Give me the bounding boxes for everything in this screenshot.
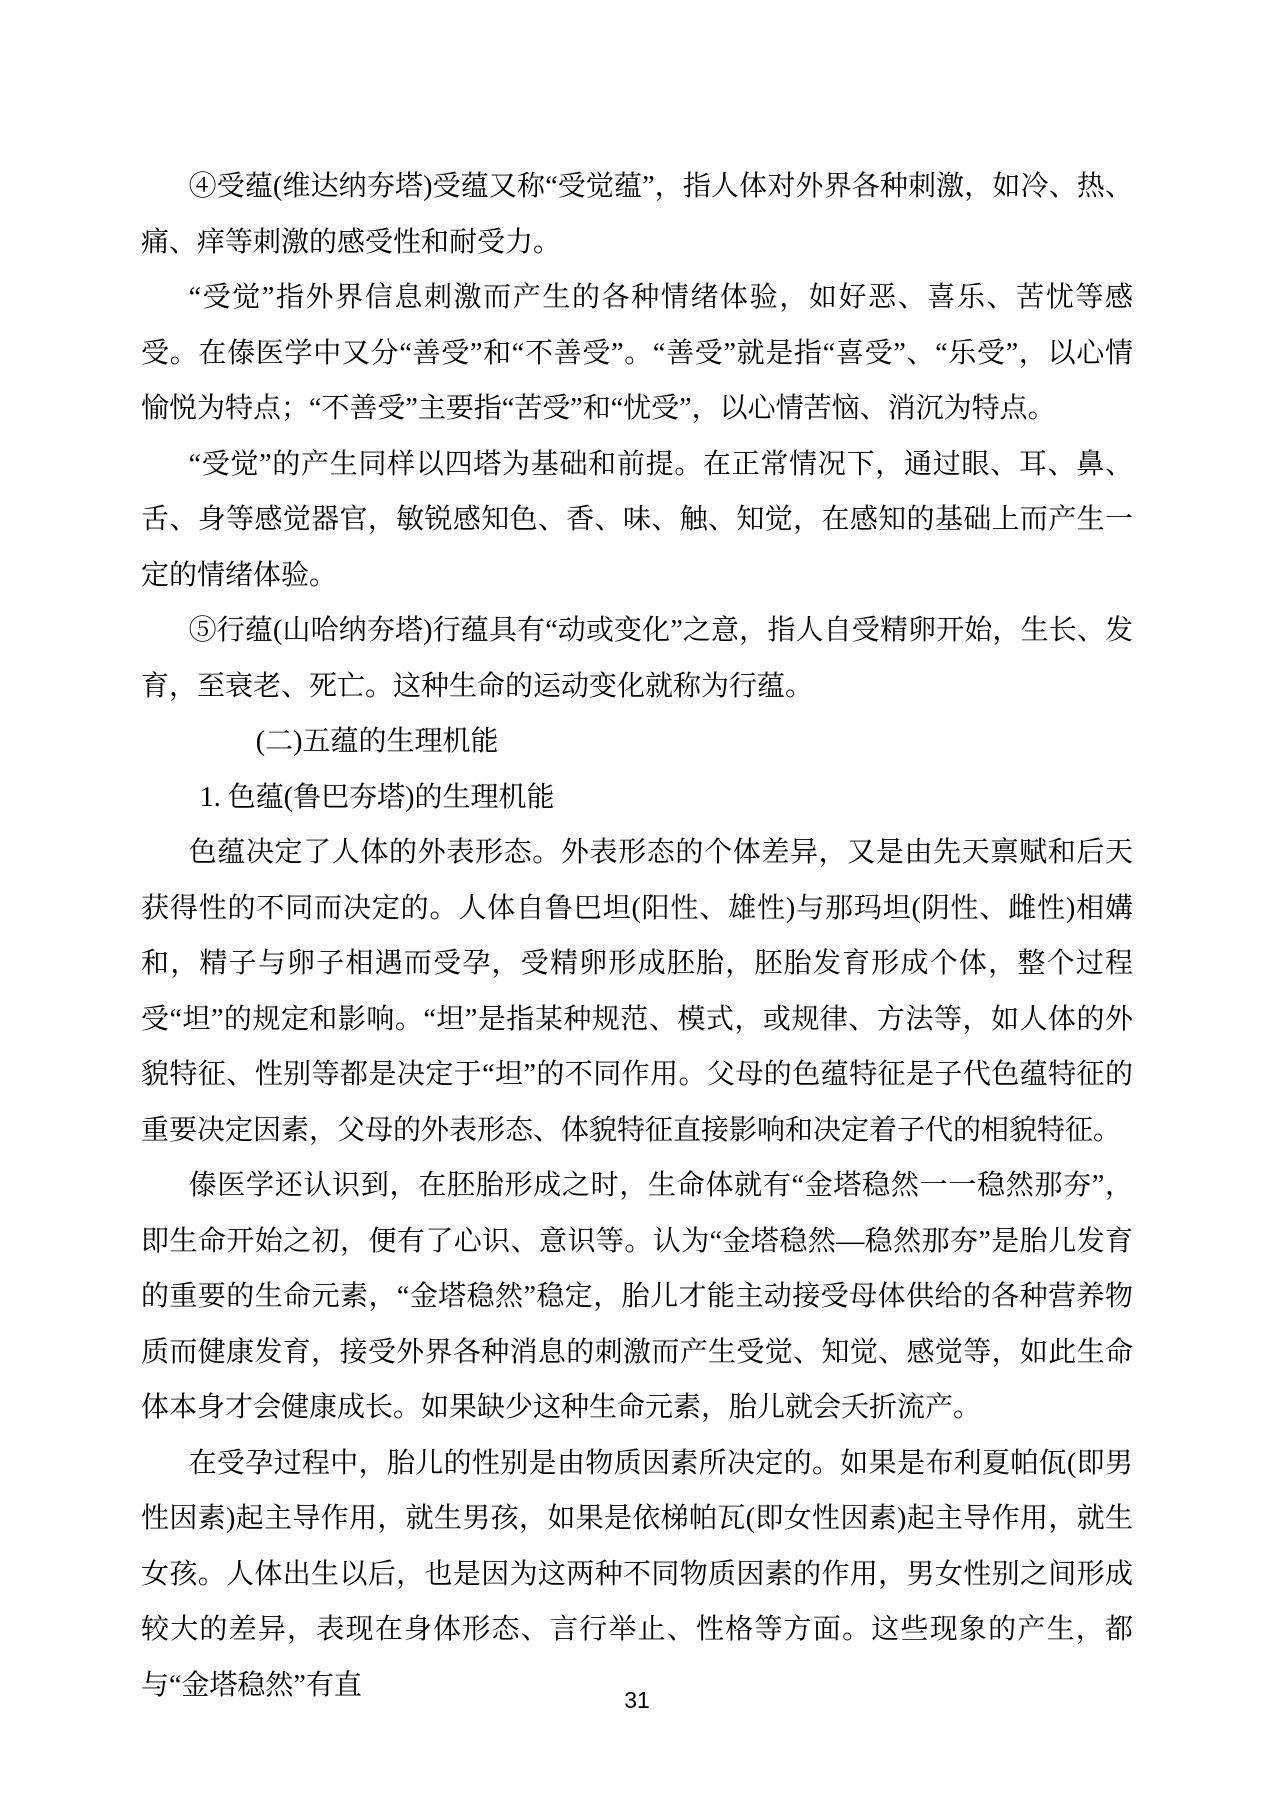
paragraph-shou-jue-four-tower: “受觉”的产生同样以四塔为基础和前提。在正常情况下，通过眼、耳、鼻、舌、身等感觉器官，敏锐感知色、香、味、触、知觉，在感知的基础上而产生一定的情绪体验。: [141, 448, 1133, 591]
paragraph-fetal-gender: 在受孕过程中，胎儿的性别是由物质因素所决定的。如果是布利夏帕佤(即男性因素)起主导作用，就生男孩，如果是依梯帕瓦(即女性因素)起主导作用，就生女孩。人体出生以后，也是因为这两种不同物质因素的作用，男女性别之间形成较大的差异，表现在身体形态、言行举止、性格等方面。这些现象的产生，都与“金塔稳然”有直: [141, 1447, 1133, 1701]
paragraph-se-yun-function: 色蕴决定了人体的外表形态。外表形态的个体差异，又是由先天禀赋和后天获得性的不同而决定的。人体自鲁巴坦(阳性、雄性)与那玛坦(阴性、雌性)相媾和，精子与卵子相遇而受孕，受精卵形成胚胎，胚胎发育形成个体，整个过程受“坦”的规定和影响。“坦”是指某种规范、模式，或规律、方法等，如人体的外貌特征、性别等都是决定于“坦”的不同作用。父母的色蕴特征是子代色蕴特征的重要决定因素，父母的外表形态、体貌特征直接影响和决定着子代的相貌特征。: [141, 837, 1133, 1146]
paragraph-shou-jue-emotions: “受觉”指外界信息刺激而产生的各种情绪体验，如好恶、喜乐、苦忧等感受。在傣医学中又分“善受”和“不善受”。“善受”就是指“喜受”、“乐受”，以心情愉悦为特点；“不善受”主要指“苦受”和“忧受”，以心情苦恼、消沉为特点。: [141, 282, 1133, 424]
paragraph-jin-ta-wen-ran: 傣医学还认识到，在胚胎形成之时，生命体就有“金塔稳然一一稳然那夯”，即生命开始之初，便有了心识、意识等。认为“金塔稳然—稳然那夯”是胎儿发育的重要的生命元素，“金塔稳然”稳定，胎儿才能主动接受母体供给的各种营养物质而健康发育，接受外界各种消息的刺激而产生受觉、知觉、感觉等，如此生命体本身才会健康成长。如果缺少这种生命元素，胎儿就会夭折流产。: [141, 1170, 1133, 1423]
paragraph-xing-yun: ⑤行蕴(山哈纳夯塔)行蕴具有“动或变化”之意，指人自受精卵开始，生长、发育，至衰老、死亡。这种生命的运动变化就称为行蕴。: [141, 615, 1133, 702]
body-text: [141, 159, 1133, 1713]
paragraph-shou-yun: ④受蕴(维达纳夯塔)受蕴又称“受觉蕴”，指人体对外界各种刺激，如冷、热、痛、痒等刺激的感受性和耐受力。: [141, 171, 1133, 258]
subsection-heading-se-yun-physiology: 1. 色蕴(鲁巴夯塔)的生理机能: [199, 781, 555, 813]
page-number: 31: [624, 1687, 650, 1713]
section-heading-five-yun-physiology: (二)五蕴的生理机能: [255, 726, 499, 757]
